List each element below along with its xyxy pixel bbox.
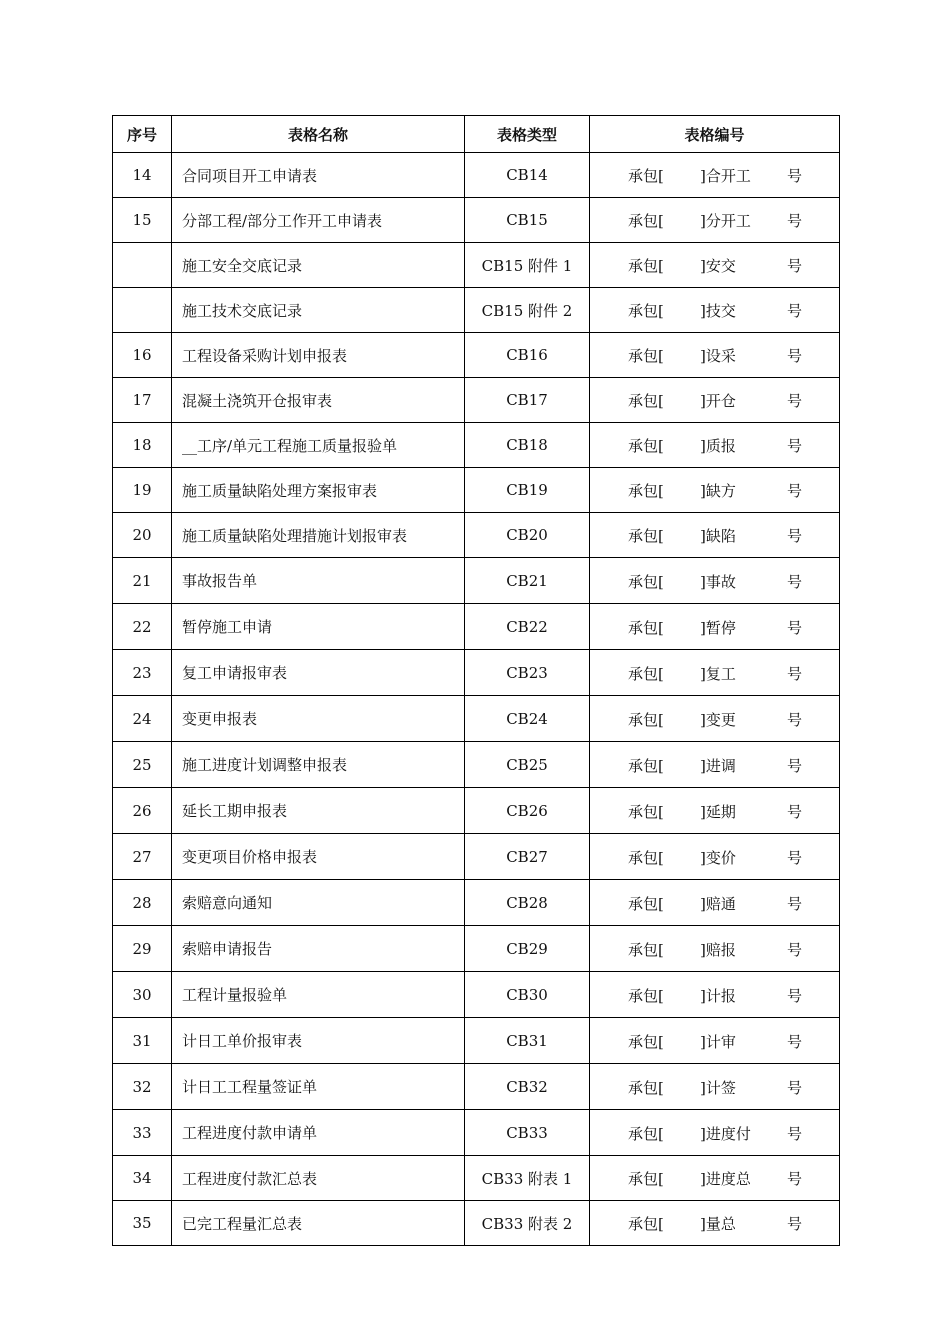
code-prefix: 承包[ xyxy=(628,572,664,591)
code-abbreviation: ]进度总 xyxy=(700,1170,751,1188)
cell-type: CB15 附件 1 xyxy=(465,243,590,288)
cell-code xyxy=(590,972,840,1018)
cell-no: 17 xyxy=(113,378,172,423)
code-suffix: 号 xyxy=(787,1124,803,1143)
code-abbreviation: ]缺陷 xyxy=(700,527,736,545)
cell-type: CB29 xyxy=(465,926,590,972)
code-wrap xyxy=(590,1077,839,1097)
table-header-row xyxy=(113,116,840,153)
cell-code xyxy=(590,650,840,696)
code-suffix: 号 xyxy=(787,347,803,365)
cell-code xyxy=(590,834,840,880)
cell-code xyxy=(590,288,840,333)
cell-name: 施工进度计划调整申报表 xyxy=(172,742,465,788)
cell-type: CB16 xyxy=(465,333,590,378)
cell-name: 延长工期申报表 xyxy=(172,788,465,834)
cell-type: CB32 xyxy=(465,1064,590,1110)
code-abbreviation: ]开仓 xyxy=(700,392,736,410)
cell-no: 15 xyxy=(113,198,172,243)
code-prefix: 承包[ xyxy=(628,986,664,1005)
code-wrap xyxy=(590,435,839,455)
code-prefix: 承包[ xyxy=(628,302,664,320)
cell-type: CB19 xyxy=(465,468,590,513)
cell-code xyxy=(590,468,840,513)
code-suffix: 号 xyxy=(787,664,803,683)
form-index-table xyxy=(112,115,840,1246)
table-row xyxy=(113,198,840,243)
cell-name: 变更申报表 xyxy=(172,696,465,742)
code-suffix: 号 xyxy=(787,710,803,729)
cell-code xyxy=(590,1156,840,1201)
cell-no: 27 xyxy=(113,834,172,880)
cell-code xyxy=(590,880,840,926)
code-abbreviation: ]变更 xyxy=(700,710,736,729)
cell-type: CB20 xyxy=(465,513,590,558)
code-abbreviation: ]计报 xyxy=(700,986,736,1005)
table-row xyxy=(113,1110,840,1156)
cell-type: CB15 附件 2 xyxy=(465,288,590,333)
cell-name: 合同项目开工申请表 xyxy=(172,153,465,198)
cell-code xyxy=(590,153,840,198)
code-wrap xyxy=(590,1123,839,1143)
cell-code xyxy=(590,696,840,742)
header-name: 表格名称 xyxy=(172,116,465,153)
code-suffix: 号 xyxy=(787,572,803,591)
code-prefix: 承包[ xyxy=(628,710,664,729)
cell-no: 31 xyxy=(113,1018,172,1064)
cell-name: 混凝土浇筑开仓报审表 xyxy=(172,378,465,423)
code-wrap xyxy=(590,663,839,683)
table-body xyxy=(113,153,840,1246)
code-wrap xyxy=(590,985,839,1005)
code-suffix: 号 xyxy=(787,392,803,410)
code-wrap xyxy=(590,345,839,365)
code-abbreviation: ]合开工 xyxy=(700,167,751,185)
code-suffix: 号 xyxy=(787,212,803,230)
code-prefix: 承包[ xyxy=(628,167,664,185)
cell-type: CB21 xyxy=(465,558,590,604)
cell-code xyxy=(590,1201,840,1246)
code-wrap xyxy=(590,1213,839,1233)
cell-name: 暂停施工申请 xyxy=(172,604,465,650)
code-wrap xyxy=(590,755,839,775)
code-wrap xyxy=(590,525,839,545)
cell-no: 32 xyxy=(113,1064,172,1110)
code-suffix: 号 xyxy=(787,1078,803,1097)
code-suffix: 号 xyxy=(787,1215,803,1233)
code-abbreviation: ]变价 xyxy=(700,848,736,867)
table-row xyxy=(113,696,840,742)
cell-type: CB14 xyxy=(465,153,590,198)
cell-name: 分部工程/部分工作开工申请表 xyxy=(172,198,465,243)
table-row xyxy=(113,1018,840,1064)
cell-type: CB28 xyxy=(465,880,590,926)
table-row xyxy=(113,972,840,1018)
cell-type: CB25 xyxy=(465,742,590,788)
header-code: 表格编号 xyxy=(590,116,840,153)
code-wrap xyxy=(590,390,839,410)
cell-code xyxy=(590,513,840,558)
code-abbreviation: ]设采 xyxy=(700,347,736,365)
cell-name: 复工申请报审表 xyxy=(172,650,465,696)
cell-type: CB17 xyxy=(465,378,590,423)
cell-name: 工程设备采购计划申报表 xyxy=(172,333,465,378)
code-suffix: 号 xyxy=(787,802,803,821)
cell-code xyxy=(590,243,840,288)
cell-code xyxy=(590,926,840,972)
code-abbreviation: ]复工 xyxy=(700,664,736,683)
code-suffix: 号 xyxy=(787,756,803,775)
cell-no: 22 xyxy=(113,604,172,650)
code-prefix: 承包[ xyxy=(628,618,664,637)
code-abbreviation: ]技交 xyxy=(700,302,736,320)
code-prefix: 承包[ xyxy=(628,802,664,821)
code-abbreviation: ]进度付 xyxy=(700,1124,751,1143)
table-row xyxy=(113,333,840,378)
cell-name: 索赔申请报告 xyxy=(172,926,465,972)
cell-type: CB33 附表 1 xyxy=(465,1156,590,1201)
table-row xyxy=(113,1064,840,1110)
table-row xyxy=(113,288,840,333)
code-prefix: 承包[ xyxy=(628,756,664,775)
cell-no: 33 xyxy=(113,1110,172,1156)
code-abbreviation: ]质报 xyxy=(700,437,736,455)
code-prefix: 承包[ xyxy=(628,527,664,545)
cell-no: 35 xyxy=(113,1201,172,1246)
table-row xyxy=(113,788,840,834)
code-prefix: 承包[ xyxy=(628,347,664,365)
cell-no: 14 xyxy=(113,153,172,198)
code-wrap xyxy=(590,210,839,230)
code-suffix: 号 xyxy=(787,848,803,867)
cell-no: 20 xyxy=(113,513,172,558)
code-wrap xyxy=(590,165,839,185)
cell-type: CB31 xyxy=(465,1018,590,1064)
cell-type: CB33 xyxy=(465,1110,590,1156)
code-suffix: 号 xyxy=(787,257,803,275)
cell-name: 索赔意向通知 xyxy=(172,880,465,926)
code-wrap xyxy=(590,300,839,320)
code-suffix: 号 xyxy=(787,482,803,500)
code-abbreviation: ]暂停 xyxy=(700,618,736,637)
code-abbreviation: ]延期 xyxy=(700,802,736,821)
code-wrap xyxy=(590,709,839,729)
cell-name: 施工质量缺陷处理措施计划报审表 xyxy=(172,513,465,558)
code-suffix: 号 xyxy=(787,527,803,545)
cell-code xyxy=(590,1064,840,1110)
cell-name: 已完工程量汇总表 xyxy=(172,1201,465,1246)
code-abbreviation: ]安交 xyxy=(700,257,736,275)
code-suffix: 号 xyxy=(787,437,803,455)
table-row xyxy=(113,513,840,558)
table-row xyxy=(113,243,840,288)
code-prefix: 承包[ xyxy=(628,482,664,500)
cell-name: 施工技术交底记录 xyxy=(172,288,465,333)
code-prefix: 承包[ xyxy=(628,848,664,867)
table-row xyxy=(113,880,840,926)
cell-name: 工程进度付款申请单 xyxy=(172,1110,465,1156)
table-row xyxy=(113,1156,840,1201)
code-prefix: 承包[ xyxy=(628,212,664,230)
cell-type: CB27 xyxy=(465,834,590,880)
cell-no: 29 xyxy=(113,926,172,972)
code-prefix: 承包[ xyxy=(628,257,664,275)
cell-type: CB23 xyxy=(465,650,590,696)
code-prefix: 承包[ xyxy=(628,437,664,455)
code-suffix: 号 xyxy=(787,302,803,320)
cell-name: 计日工单价报审表 xyxy=(172,1018,465,1064)
table-row xyxy=(113,604,840,650)
cell-code xyxy=(590,742,840,788)
table-row xyxy=(113,468,840,513)
code-abbreviation: ]缺方 xyxy=(700,482,736,500)
cell-no: 18 xyxy=(113,423,172,468)
cell-no: 28 xyxy=(113,880,172,926)
header-no: 序号 xyxy=(113,116,172,153)
cell-type: CB24 xyxy=(465,696,590,742)
cell-name: 事故报告单 xyxy=(172,558,465,604)
code-suffix: 号 xyxy=(787,1032,803,1051)
code-prefix: 承包[ xyxy=(628,1124,664,1143)
code-suffix: 号 xyxy=(787,1170,803,1188)
cell-no: 34 xyxy=(113,1156,172,1201)
cell-no: 16 xyxy=(113,333,172,378)
cell-code xyxy=(590,558,840,604)
code-wrap xyxy=(590,847,839,867)
cell-no xyxy=(113,243,172,288)
cell-code xyxy=(590,333,840,378)
code-abbreviation: ]事故 xyxy=(700,572,736,591)
code-prefix: 承包[ xyxy=(628,1032,664,1051)
cell-no: 26 xyxy=(113,788,172,834)
cell-name: 施工安全交底记录 xyxy=(172,243,465,288)
cell-type: CB33 附表 2 xyxy=(465,1201,590,1246)
cell-type: CB15 xyxy=(465,198,590,243)
cell-type: CB22 xyxy=(465,604,590,650)
code-prefix: 承包[ xyxy=(628,894,664,913)
table-row xyxy=(113,378,840,423)
cell-type: CB26 xyxy=(465,788,590,834)
cell-type: CB18 xyxy=(465,423,590,468)
code-prefix: 承包[ xyxy=(628,1170,664,1188)
cell-no: 30 xyxy=(113,972,172,1018)
cell-no xyxy=(113,288,172,333)
code-abbreviation: ]量总 xyxy=(700,1215,736,1233)
code-suffix: 号 xyxy=(787,894,803,913)
code-prefix: 承包[ xyxy=(628,940,664,959)
code-suffix: 号 xyxy=(787,986,803,1005)
table-row xyxy=(113,742,840,788)
code-suffix: 号 xyxy=(787,940,803,959)
cell-code xyxy=(590,788,840,834)
code-wrap xyxy=(590,893,839,913)
cell-name: 工程进度付款汇总表 xyxy=(172,1156,465,1201)
code-prefix: 承包[ xyxy=(628,664,664,683)
table-row xyxy=(113,926,840,972)
cell-name: 施工质量缺陷处理方案报审表 xyxy=(172,468,465,513)
code-prefix: 承包[ xyxy=(628,1078,664,1097)
cell-name: 工程计量报验单 xyxy=(172,972,465,1018)
code-wrap xyxy=(590,480,839,500)
cell-code xyxy=(590,604,840,650)
code-prefix: 承包[ xyxy=(628,392,664,410)
cell-no: 25 xyxy=(113,742,172,788)
code-abbreviation: ]赔报 xyxy=(700,940,736,959)
cell-no: 24 xyxy=(113,696,172,742)
cell-no: 19 xyxy=(113,468,172,513)
code-suffix: 号 xyxy=(787,618,803,637)
cell-code xyxy=(590,1110,840,1156)
cell-no: 23 xyxy=(113,650,172,696)
cell-name: 计日工工程量签证单 xyxy=(172,1064,465,1110)
code-suffix: 号 xyxy=(787,167,803,185)
code-wrap xyxy=(590,571,839,591)
code-wrap xyxy=(590,1168,839,1188)
code-wrap xyxy=(590,1031,839,1051)
table-row xyxy=(113,834,840,880)
cell-code xyxy=(590,198,840,243)
code-prefix: 承包[ xyxy=(628,1215,664,1233)
cell-code xyxy=(590,378,840,423)
cell-name: 变更项目价格申报表 xyxy=(172,834,465,880)
code-wrap xyxy=(590,617,839,637)
table-row xyxy=(113,423,840,468)
table-row xyxy=(113,1201,840,1246)
table-row xyxy=(113,558,840,604)
code-abbreviation: ]计审 xyxy=(700,1032,736,1051)
cell-no: 21 xyxy=(113,558,172,604)
code-wrap xyxy=(590,801,839,821)
cell-code xyxy=(590,1018,840,1064)
code-abbreviation: ]计签 xyxy=(700,1078,736,1097)
code-abbreviation: ]赔通 xyxy=(700,894,736,913)
table-row xyxy=(113,650,840,696)
cell-name: __工序/单元工程施工质量报验单 xyxy=(172,423,465,468)
cell-type: CB30 xyxy=(465,972,590,1018)
table-row xyxy=(113,153,840,198)
code-abbreviation: ]进调 xyxy=(700,756,736,775)
header-type: 表格类型 xyxy=(465,116,590,153)
code-wrap xyxy=(590,939,839,959)
cell-code xyxy=(590,423,840,468)
code-abbreviation: ]分开工 xyxy=(700,212,751,230)
code-wrap xyxy=(590,255,839,275)
